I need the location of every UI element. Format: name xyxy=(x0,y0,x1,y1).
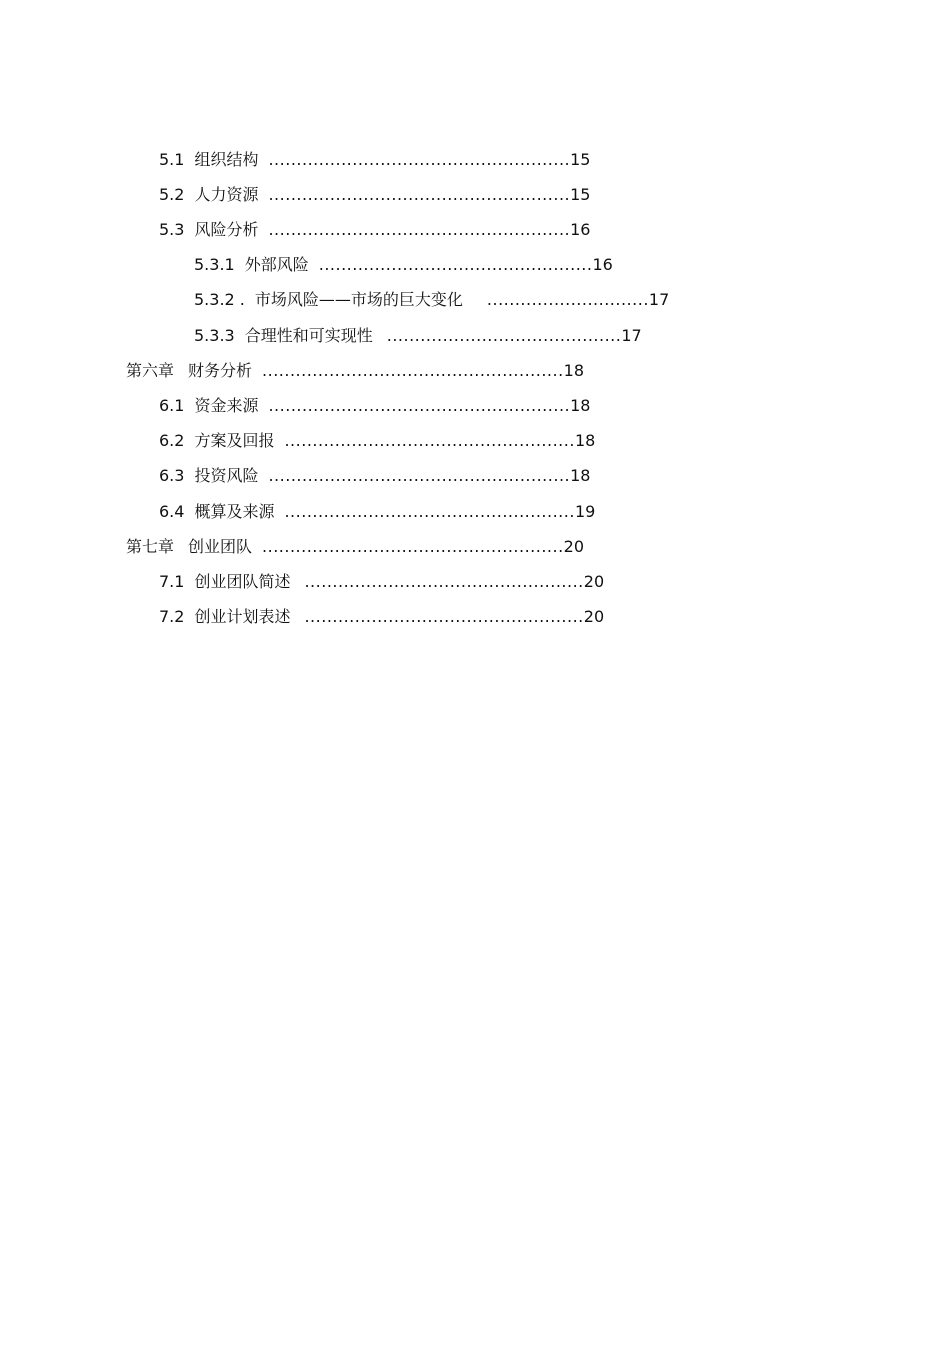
toc-entry-number: 5.3.3 xyxy=(194,326,235,345)
toc-page-number: 16 xyxy=(570,220,591,239)
toc-leader-dots: .................................................... xyxy=(284,502,575,521)
toc-leader-dots: ...................................................... xyxy=(268,220,571,239)
toc-leader-dots: ...................................................... xyxy=(262,361,564,380)
toc-entry-number: 6.3 xyxy=(159,466,185,485)
toc-entry-number: 6.1 xyxy=(159,396,185,415)
toc-entry-7-1[interactable] xyxy=(159,570,604,594)
toc-entry-number: 第七章 xyxy=(126,537,175,556)
toc-entry-number: 7.1 xyxy=(159,572,185,591)
toc-entry-title: 财务分析 xyxy=(188,361,253,380)
toc-page-number: 15 xyxy=(570,150,591,169)
toc-entry-5-3[interactable] xyxy=(159,218,590,242)
toc-leader-dots: ...................................................... xyxy=(268,150,571,169)
toc-entry-title: 创业计划表述 xyxy=(194,607,291,626)
toc-page-number: 18 xyxy=(574,431,596,450)
toc-entry-5-1[interactable] xyxy=(159,148,590,172)
toc-entry-5-3-2[interactable] xyxy=(194,288,669,312)
toc-entry-number: 5.3.1 xyxy=(194,255,235,274)
toc-entry-6-3[interactable] xyxy=(159,464,590,488)
toc-leader-dots: ...................................................... xyxy=(268,396,571,415)
toc-page-number: 19 xyxy=(574,502,596,521)
toc-page-number: 17 xyxy=(621,326,642,345)
toc-page-number: 17 xyxy=(648,290,670,309)
toc-entry-chapter-7[interactable] xyxy=(126,535,584,559)
toc-entry-number: 第六章 xyxy=(126,361,175,380)
toc-leader-dots: .................................................... xyxy=(284,431,575,450)
toc-entry-number: 5.3 xyxy=(159,220,185,239)
toc-entry-5-2[interactable] xyxy=(159,183,590,207)
toc-page-number: 16 xyxy=(592,255,613,274)
toc-entry-number: 6.2 xyxy=(159,431,185,450)
toc-entry-6-2[interactable] xyxy=(159,429,595,453)
toc-entry-title: 创业团队 xyxy=(188,537,253,556)
toc-entry-number: 5.3.2 . xyxy=(194,290,245,309)
toc-page-number: 18 xyxy=(570,396,591,415)
toc-page-number: 20 xyxy=(583,572,605,591)
toc-entry-title: 投资风险 xyxy=(194,466,259,485)
toc-leader-dots: .................................................. xyxy=(304,572,584,591)
toc-entry-title: 创业团队简述 xyxy=(194,572,291,591)
toc-leader-dots: ............................. xyxy=(486,290,649,309)
toc-entry-title: 风险分析 xyxy=(194,220,259,239)
toc-page-number: 18 xyxy=(570,466,591,485)
toc-entry-6-4[interactable] xyxy=(159,500,595,524)
toc-entry-number: 5.1 xyxy=(159,150,185,169)
toc-entry-title: 人力资源 xyxy=(194,185,259,204)
toc-leader-dots: ................................................. xyxy=(318,255,593,274)
toc-page-number: 20 xyxy=(583,607,605,626)
toc-entry-5-3-1[interactable] xyxy=(194,253,613,277)
toc-leader-dots: .......................................... xyxy=(386,326,622,345)
toc-leader-dots: ...................................................... xyxy=(268,185,571,204)
toc-entry-chapter-6[interactable] xyxy=(126,359,584,383)
toc-entry-number: 5.2 xyxy=(159,185,185,204)
toc-entry-title: 资金来源 xyxy=(194,396,259,415)
toc-entry-title: 概算及来源 xyxy=(194,502,275,521)
toc-page-number: 20 xyxy=(563,537,585,556)
toc-leader-dots: ...................................................... xyxy=(268,466,571,485)
toc-entry-title: 组织结构 xyxy=(194,150,259,169)
toc-leader-dots: .................................................. xyxy=(304,607,584,626)
toc-entry-title: 合理性和可实现性 xyxy=(244,326,373,345)
toc-entry-number: 7.2 xyxy=(159,607,185,626)
toc-entry-title: 市场风险——市场的巨大变化 xyxy=(254,290,463,309)
toc-entry-5-3-3[interactable] xyxy=(194,324,642,348)
toc-entry-title: 方案及回报 xyxy=(194,431,275,450)
toc-page-number: 18 xyxy=(563,361,585,380)
toc-entry-number: 6.4 xyxy=(159,502,185,521)
toc-entry-6-1[interactable] xyxy=(159,394,590,418)
toc-entry-7-2[interactable] xyxy=(159,605,604,629)
toc-entry-title: 外部风险 xyxy=(244,255,309,274)
toc-page-number: 15 xyxy=(570,185,591,204)
toc-leader-dots: ...................................................... xyxy=(262,537,564,556)
